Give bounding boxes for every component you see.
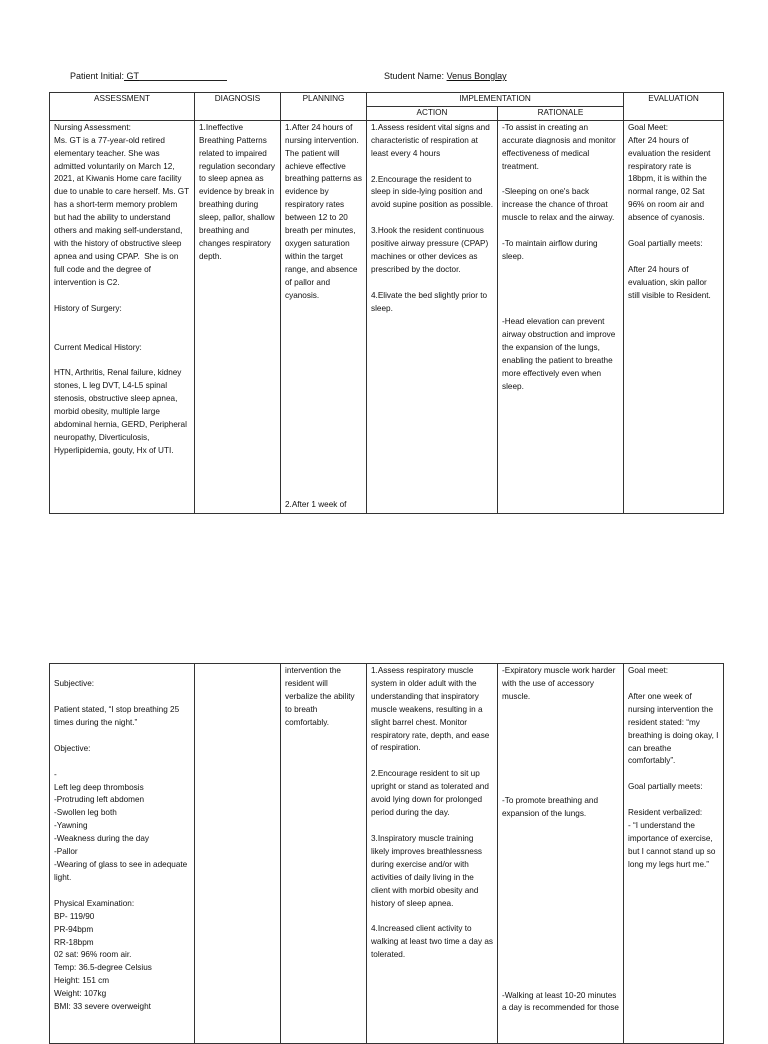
assessment-cell (50, 120, 195, 513)
action-item: 3.Hook the resident continuous positive airway pressure (CPAP) machines or other devices as prescribed by the doctor. (371, 226, 491, 274)
rationale-item: -To assist in creating an accurate diagnosis and monitor effectiveness of medical treatment. (502, 122, 619, 171)
action-item: 3.Inspiratory muscle training likely improves breathlessness during exercise and/or with activities of daily living in the client with morbid obesity and history of sleep apnea. (371, 833, 485, 908)
rationale-item: -To maintain airflow during sleep. (502, 239, 600, 262)
evaluation-item: Goal partially meets: (628, 239, 703, 249)
evaluation-item: Goal partially meets: (628, 782, 703, 792)
rationale-cell (498, 664, 624, 1044)
planning-bottom-text: 2.After 1 week of (285, 499, 347, 509)
current-medical-history-label: Current Medical History: (54, 342, 142, 352)
objective-label: Objective: (54, 743, 91, 753)
patient-initial-label: Patient Initial: (70, 71, 125, 81)
physical-examination: Physical Examination: BP- 119/90 PR-94bpm RR-18bpm 02 sat: 96% room air. Temp: 36.5-degree Celsius Height: 151 cm Weight: 107kg BMI: 33 severe overweight (54, 898, 152, 1012)
patient-initial-underline (139, 71, 227, 81)
evaluation-item: After 24 hours of evaluation, skin pallor still visible to Resident. (628, 264, 711, 300)
evaluation-item: Resident verbalized: - “I understand the importance of exercise, but I cannot stand up so long my legs hurt me.” (628, 808, 716, 869)
diagnosis-cell (195, 664, 281, 1044)
evaluation-item: Goal Meet: After 24 hours of evaluation the resident respiratory rate is 18bpm, it is within the normal range, 02 Sat 96% on room air and absence of cyanosis. (628, 122, 711, 223)
rationale-item: -Walking at least 10-20 minutes a day is recommended for those (502, 990, 619, 1013)
diagnosis-header: DIAGNOSIS (195, 93, 281, 121)
rationale-item: -Expiratory muscle work harder with the use of accessory muscle. (502, 666, 618, 701)
evaluation-cell (624, 664, 724, 1044)
care-plan-table-page2 (49, 663, 724, 1044)
action-item: 4.Increased client activity to walking at least two time a day as tolerated. (371, 924, 496, 960)
action-item: 2.Encourage the resident to sleep in side-lying position and avoid supine position as possible. (371, 174, 493, 210)
student-name-line (384, 71, 507, 81)
diagnosis-cell (195, 120, 281, 513)
diagnosis-text: 1.Ineffective Breathing Patterns related to impaired regulation secondary to sleep apnea as evidence by break in breathing during sleep, pallor, shallow breathing and changes respiratory depth. (199, 122, 278, 261)
planning-header: PLANNING (281, 93, 367, 121)
action-cell (367, 120, 498, 513)
objective-findings: - Left leg deep thrombosis -Protruding left abdomen -Swollen leg both -Yawning -Weakness during the day -Pallor -Wearing of glass to see in adequate light. (54, 769, 188, 882)
action-header: ACTION (367, 106, 498, 120)
nursing-assessment-text: Nursing Assessment: Ms. GT is a 77-year-old retired elementary teacher. She was admitted voluntarily on March 12, 2021, at Kiwanis Home care facility due to unable to care herself. Ms. GT has a short-term memory problem but had the ability to understand others and making self-understand, with the history of obstructive sleep apnea and using CPAP. She is on full code and the degree of intervention is C2. (54, 122, 190, 287)
care-plan-table-page1 (49, 92, 724, 514)
assessment-cell (50, 664, 195, 1044)
history-of-surgery-label: History of Surgery: (54, 303, 122, 313)
planning-text: intervention the resident will verbalize the ability to breath comfortably. (285, 666, 357, 727)
student-name-value: Venus Bonglay (446, 71, 507, 81)
patient-statement: Patient stated, “I stop breathing 25 times during the night.” (54, 704, 182, 727)
medical-history-list: HTN, Arthritis, Renal failure, kidney stones, L leg DVT, L4-L5 spinal stenosis, obstructive sleep apnea, morbid obesity, multiple large abdominal hernia, GERD, Peripheral neuropathy, Diverticulosis, Hyperlipidemia, gouty, Hx of UTI. (54, 368, 190, 455)
evaluation-cell (624, 120, 724, 513)
action-item: 1.Assess respiratory muscle system in older adult with the understanding that inspiratory muscle weakens, resulting in a slight barrel chest. Monitor respiratory rate, depth, and ease of respiration. (371, 666, 492, 753)
rationale-cell (498, 120, 624, 513)
rationale-header: RATIONALE (498, 106, 624, 120)
subjective-label: Subjective: (54, 679, 95, 688)
evaluation-item: Goal meet: (628, 666, 669, 675)
action-item: 2.Encourage resident to sit up upright or stand as tolerated and avoid lying down for prolonged period during the day. (371, 769, 492, 818)
patient-initial-line (70, 71, 227, 81)
action-cell (367, 664, 498, 1044)
planning-cell (281, 120, 367, 513)
planning-cell (281, 664, 367, 1044)
rationale-item: -Sleeping on one's back increase the chance of throat muscle to relax and the airway. (502, 187, 615, 223)
evaluation-header: EVALUATION (624, 93, 724, 121)
action-item: 4.Elivate the bed slightly prior to sleep. (371, 290, 490, 313)
implementation-header: IMPLEMENTATION (367, 93, 624, 107)
rationale-item: -To promote breathing and expansion of the lungs. (502, 795, 601, 818)
student-name-label: Student Name: (384, 71, 445, 81)
assessment-header: ASSESSMENT (50, 93, 195, 121)
rationale-item: -Head elevation can prevent airway obstruction and improve the expansion of the lungs, enabling the patient to breathe more effectively even when sleep. (502, 316, 618, 391)
patient-initial-value: GT (124, 71, 140, 81)
planning-text: 1.After 24 hours of nursing intervention. The patient will achieve effective breathing patterns as evidence by respiratory rates between 12 to 20 breath per minutes, oxygen saturation within the target range, and absence of pallor and cyanosis. (285, 122, 365, 300)
action-item: 1.Assess resident vital signs and characteristic of respiration at least every 4 hours (371, 122, 493, 158)
evaluation-item: After one week of nursing intervention the resident stated: “my breathing is doing okay, I can breathe comfortably”. (628, 691, 721, 766)
